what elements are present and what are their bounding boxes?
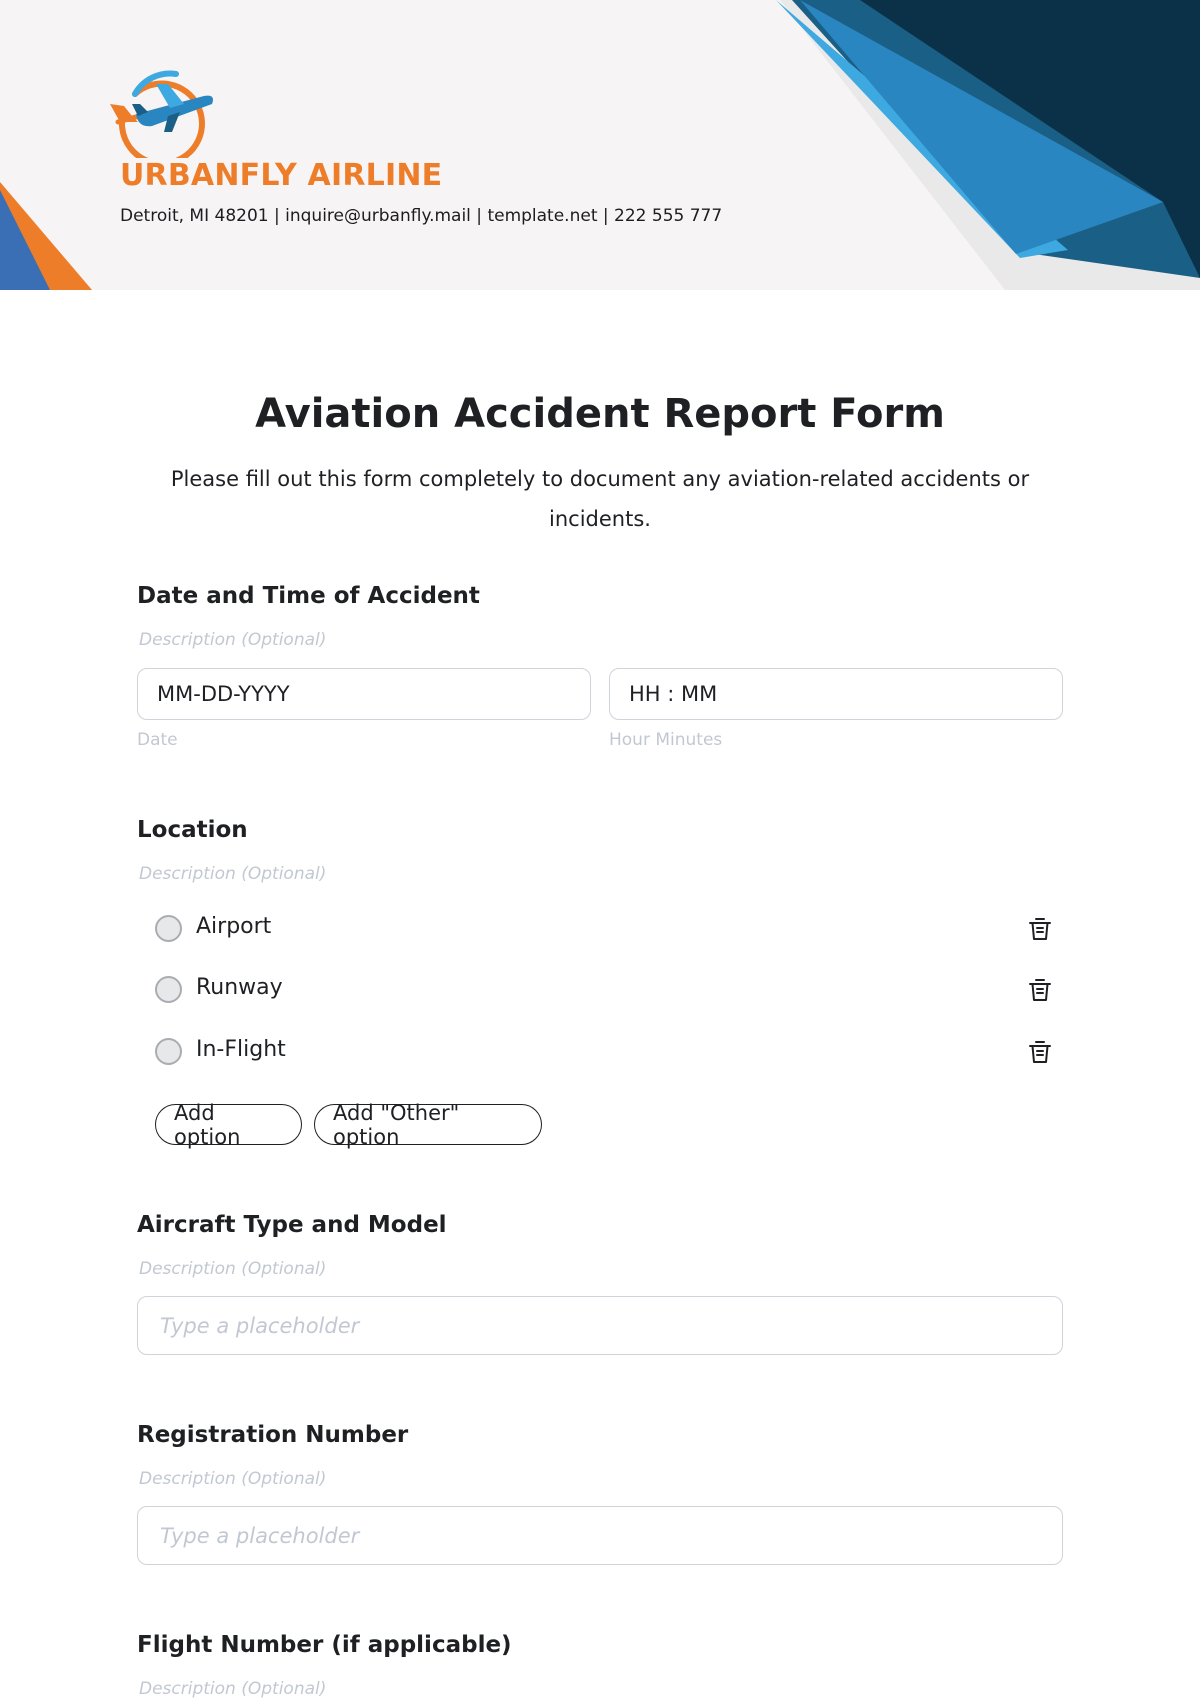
radio-option[interactable] [153,913,1058,949]
trash-icon[interactable] [1026,915,1054,943]
trash-icon[interactable] [1026,976,1054,1004]
radio-button[interactable] [155,976,182,1003]
question-title-location: Location [137,817,248,843]
aircraft-type-input[interactable]: Type a placeholder [137,1296,1063,1355]
radio-option[interactable] [153,974,1058,1010]
trash-icon[interactable] [1026,1038,1054,1066]
radio-button[interactable] [155,915,182,942]
time-input[interactable]: HH : MM [609,668,1063,720]
option-label[interactable]: Airport [196,914,272,939]
option-label[interactable]: Runway [196,975,283,1000]
question-title-aircraft: Aircraft Type and Model [137,1212,447,1238]
question-title-registration: Registration Number [137,1422,409,1448]
question-description-datetime[interactable]: Description (Optional) [139,630,327,650]
question-description-location[interactable]: Description (Optional) [139,864,327,884]
company-contact: Detroit, MI 48201 | inquire@urbanfly.mail | template.net | 222 555 777 [120,206,723,226]
question-description-flight[interactable]: Description (Optional) [139,1679,327,1699]
add-other-option-button[interactable]: Add "Other" option [314,1104,542,1145]
question-description-registration[interactable]: Description (Optional) [139,1469,327,1489]
question-title-datetime: Date and Time of Accident [137,583,480,609]
radio-button[interactable] [155,1038,182,1065]
letterhead-header [0,0,1200,290]
question-description-aircraft[interactable]: Description (Optional) [139,1259,327,1279]
add-option-button[interactable]: Add option [155,1104,302,1145]
form-title: Aviation Accident Report Form [255,391,945,437]
question-title-flight: Flight Number (if applicable) [137,1632,512,1658]
registration-number-input[interactable]: Type a placeholder [137,1506,1063,1565]
date-field-label: Date [137,730,178,750]
form-subtitle: Please fill out this form completely to document any aviation-related accidents or incidents. [170,467,1030,531]
company-name: URBANFLY AIRLINE [120,158,443,193]
airplane-logo-icon [108,66,218,158]
radio-option[interactable] [153,1036,1058,1072]
option-label[interactable]: In-Flight [196,1037,286,1062]
date-input[interactable]: MM-DD-YYYY [137,668,591,720]
time-field-label: Hour Minutes [609,730,723,750]
